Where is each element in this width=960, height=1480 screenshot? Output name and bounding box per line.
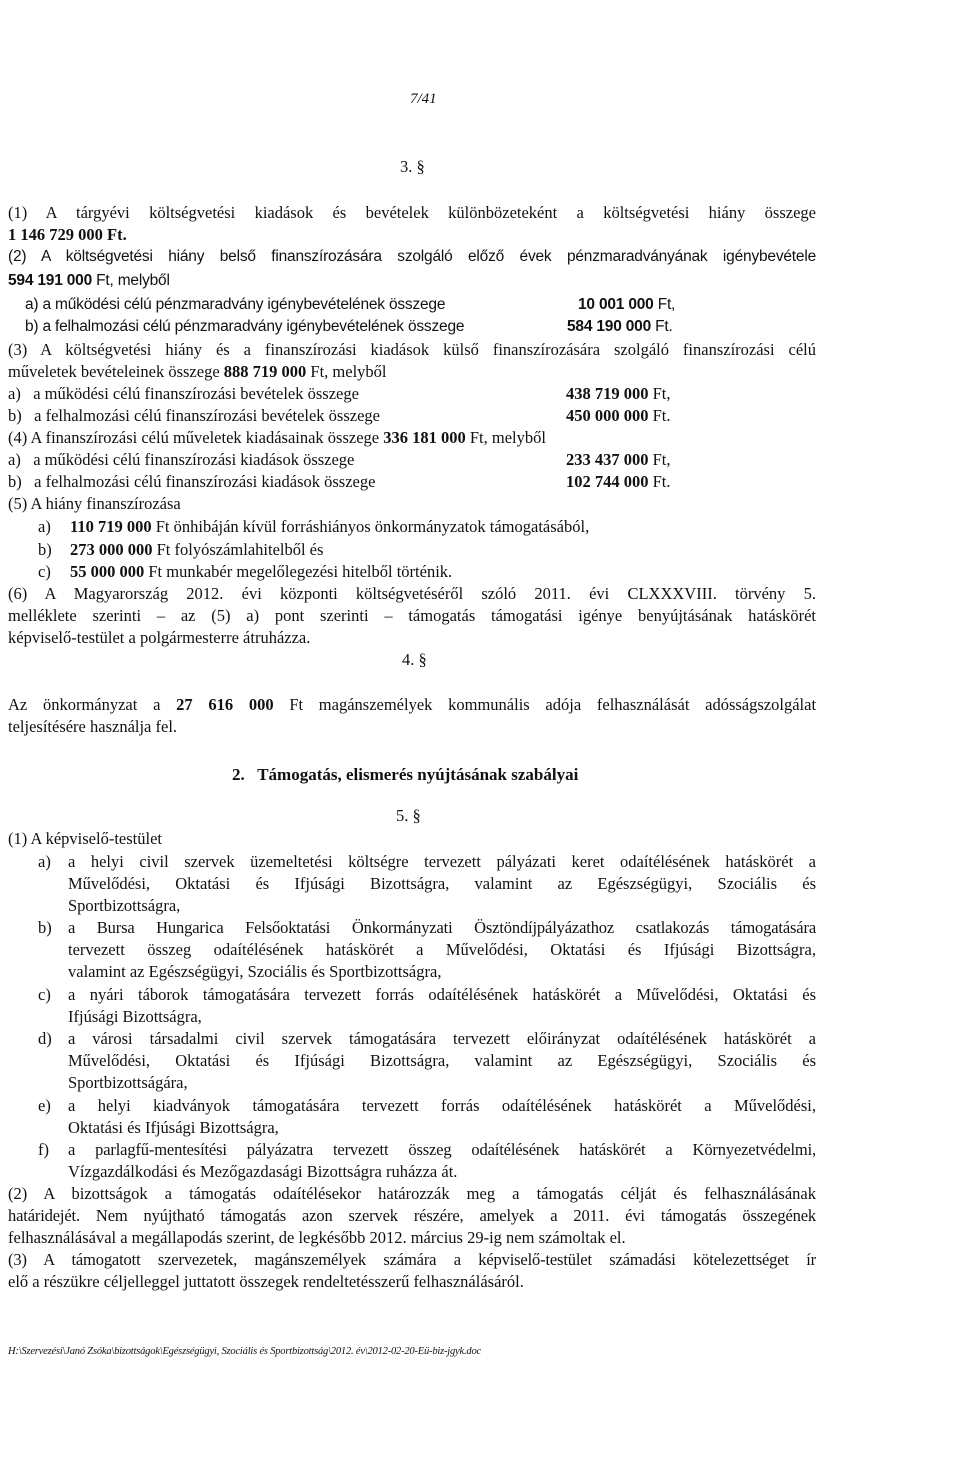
s3-p5-a-amount: 110 719 000 bbox=[70, 517, 152, 536]
s5-a-line3: Sportbizottságra, bbox=[68, 896, 181, 915]
s5-c-line2: Ifjúsági Bizottságra, bbox=[68, 1007, 202, 1026]
s5-p2-line1: (2) A bizottságok a támogatás odaítélésekor határozzák meg a támogatás célját és felhasználásának bbox=[8, 1184, 816, 1203]
s5-f-label: f) bbox=[38, 1140, 49, 1159]
s3-p2-line1: (2) A költségvetési hiány belső finanszírozására szolgáló előző évek pénzmaradványának igénybevétele bbox=[8, 248, 816, 265]
footer-file-path: H:\Szervezési\Janó Zsóka\bizottságok\Egészségügyi, Szociális és Sportbizottság\2012. év\2012-02-20-Eü-biz-jgyk.doc bbox=[8, 1346, 481, 1357]
s4-amount: 27 616 000 bbox=[176, 695, 274, 714]
s5-b-line1: a Bursa Hungarica Felsőoktatási Önkormányzati Ösztöndíjpályázathoz csatlakozás támogatására bbox=[68, 918, 816, 937]
s5-e-label: e) bbox=[38, 1096, 51, 1115]
s3-p6-line2: melléklete szerinti – az (5) a) pont szerinti – támogatás támogatási igénye benyújtásának hatáskörét bbox=[8, 606, 816, 625]
s3-p4-b-text: b) a felhalmozási célú finanszírozási kiadások összege bbox=[8, 472, 376, 491]
s3-p3-a-amount: 438 719 000 bbox=[566, 384, 649, 403]
s5-c-line1: a nyári táborok támogatására tervezett forrás odaítélésének hatáskörét a Művelődési, Oktatási és bbox=[68, 985, 816, 1004]
s5-b-line3: valamint az Egészségügyi, Szociális és Sportbizottságra, bbox=[68, 962, 442, 981]
s5-p3-line1: (3) A támogatott szervezetek, magánszemélyek számára a képviselő-testület számadási kötelezettséget ír bbox=[8, 1250, 816, 1269]
section-5-heading: 5. § bbox=[396, 806, 421, 825]
s3-p5-b-text bbox=[70, 541, 323, 560]
s3-p4-b-unit: Ft. bbox=[652, 472, 671, 491]
s3-p2-b-text: b) a felhalmozási célú pénzmaradvány igénybevételének összege bbox=[25, 318, 465, 335]
s3-p5-b-amount: 273 000 000 bbox=[70, 540, 153, 559]
s4-pre: Az önkormányzat a bbox=[8, 695, 161, 714]
s3-p5-a-rest: Ft önhibáján kívül forráshiányos önkormányzatok támogatásából, bbox=[155, 517, 590, 536]
s3-p4-line1 bbox=[8, 429, 546, 448]
s3-p3-amount: 888 719 000 bbox=[223, 362, 307, 381]
s5-c-label: c) bbox=[38, 985, 51, 1004]
s5-p3-line2: elő a részükre céljelleggel juttatott összegek rendeltetésszerű felhasználásáról. bbox=[8, 1272, 524, 1291]
s3-p1-line1: (1) A tárgyévi költségvetési kiadások és bevételek különbözeteként a költségvetési hiány összege bbox=[8, 203, 816, 222]
s3-p5-c-text bbox=[70, 563, 452, 582]
s3-p2-b-unit: Ft. bbox=[655, 318, 673, 335]
s3-p4-post: Ft, melyből bbox=[469, 428, 546, 447]
s5-e-line2: Oktatási és Ifjúsági Bizottságra, bbox=[68, 1118, 279, 1137]
s5-b-label: b) bbox=[38, 918, 52, 937]
s3-p2-a-text: a) a működési célú pénzmaradvány igénybevételének összege bbox=[25, 296, 446, 313]
s3-p2-b-amount: 584 190 000 bbox=[567, 318, 651, 335]
s5-d-line3: Sportbizottságára, bbox=[68, 1073, 188, 1092]
s5-e-line1: a helyi kiadványok támogatására tervezett forrás odaítélésének hatáskörét a Művelődési, bbox=[68, 1096, 816, 1115]
s3-p3-line2 bbox=[8, 363, 387, 382]
section-4-heading: 4. § bbox=[402, 650, 427, 669]
page-number: 7/41 bbox=[410, 91, 437, 107]
s4-line2: teljesítésére használja fel. bbox=[8, 717, 178, 736]
s3-p4-amount: 336 181 000 bbox=[383, 428, 466, 447]
s5-a-label: a) bbox=[38, 852, 51, 871]
s3-p5-b-label: b) bbox=[38, 540, 52, 559]
s3-p5-c-label: c) bbox=[38, 562, 51, 581]
s3-p2-b-value bbox=[567, 318, 673, 336]
s5-a-line1: a helyi civil szervek üzemeltetési költségre tervezett pályázati keret odaítélésének hatáskörét a bbox=[68, 852, 816, 871]
s3-p5-line1: (5) A hiány finanszírozása bbox=[8, 494, 181, 513]
s3-p2-amount: 594 191 000 bbox=[8, 272, 92, 289]
chapter-2-title: 2. Támogatás, elismerés nyújtásának szabályai bbox=[232, 765, 579, 784]
s3-p3-a-text: a) a működési célú finanszírozási bevételek összege bbox=[8, 384, 359, 403]
s5-f-line2: Vízgazdálkodási és Mezőgazdasági Bizottságra ruházza át. bbox=[68, 1162, 458, 1181]
s5-p2-line2: határidejét. Nem nyújtható támogatás azon szervek részére, amelyek a 2011. évi támogatás összegének bbox=[8, 1206, 816, 1225]
s3-p2-line2 bbox=[8, 272, 170, 290]
s3-p3-pre: műveletek bevételeinek összege bbox=[8, 362, 220, 381]
s3-p5-b-rest: Ft folyószámlahitelből és bbox=[156, 540, 324, 559]
s5-b-line2: tervezett összeg odaítélésének hatáskörét a Művelődési, Oktatási és Ifjúsági Bizottságra, bbox=[68, 940, 816, 959]
s5-d-label: d) bbox=[38, 1029, 52, 1048]
s3-p3-post: Ft, melyből bbox=[310, 362, 387, 381]
s4-line1 bbox=[8, 696, 816, 715]
s3-p5-a-label: a) bbox=[38, 517, 51, 536]
s3-p2-a-unit: Ft, bbox=[657, 296, 676, 313]
s3-p4-a-value bbox=[566, 451, 671, 470]
s5-p2-line3: felhasználásával a megállapodás szerint, de legkésőbb 2012. március 29-ig nem számoltak el. bbox=[8, 1228, 626, 1247]
s3-p5-c-amount: 55 000 000 bbox=[70, 562, 145, 581]
s3-p2-a-value bbox=[578, 296, 675, 314]
s5-p1-line1: (1) A képviselő-testület bbox=[8, 829, 162, 848]
s5-d-line1: a városi társadalmi civil szervek támogatására tervezett előirányzat odaítélésének hatáskörét a bbox=[68, 1029, 816, 1048]
s3-p3-b-amount: 450 000 000 bbox=[566, 406, 649, 425]
s3-p3-b-text: b) a felhalmozási célú finanszírozási bevételek összege bbox=[8, 406, 380, 425]
s3-p4-pre: (4) A finanszírozási célú műveletek kiadásainak összege bbox=[8, 428, 380, 447]
s3-p4-a-amount: 233 437 000 bbox=[566, 450, 649, 469]
s5-d-line2: Művelődési, Oktatási és Ifjúsági Bizottságra, valamint az Egészségügyi, Szociális és bbox=[68, 1051, 816, 1070]
s3-p5-a-text bbox=[70, 518, 589, 537]
s3-p4-b-value bbox=[566, 473, 671, 492]
s3-p3-b-unit: Ft. bbox=[652, 406, 671, 425]
s3-p2-rest: Ft, melyből bbox=[96, 272, 170, 289]
s3-p3-a-unit: Ft, bbox=[652, 384, 671, 403]
s4-post: Ft magánszemélyek kommunális adója felhasználását adósságszolgálat bbox=[289, 695, 817, 714]
s3-p5-c-rest: Ft munkabér megelőlegezési hitelből történik. bbox=[148, 562, 453, 581]
s3-p3-line1: (3) A költségvetési hiány és a finanszírozási kiadások külső finanszírozására szolgáló finanszírozási célú bbox=[8, 340, 816, 359]
s3-p6-line3: képviselő-testület a polgármesterre átruházza. bbox=[8, 628, 311, 647]
s5-f-line1: a parlagfű-mentesítési pályázatra tervezett összeg odaítélésének hatáskörét a Környezetvédelmi, bbox=[68, 1140, 816, 1159]
section-3-heading: 3. § bbox=[400, 157, 425, 176]
s3-p6-line1: (6) A Magyarország 2012. évi központi költségvetéséről szóló 2011. évi CLXXXVIII. törvény 5. bbox=[8, 584, 816, 603]
s3-p4-a-unit: Ft, bbox=[652, 450, 671, 469]
s3-p4-b-amount: 102 744 000 bbox=[566, 472, 649, 491]
s3-p2-a-amount: 10 001 000 bbox=[578, 296, 654, 313]
s3-p3-a-value bbox=[566, 385, 671, 404]
s3-p1-line2: 1 146 729 000 Ft. bbox=[8, 225, 127, 244]
s3-p3-b-value bbox=[566, 407, 671, 426]
s3-p4-a-text: a) a működési célú finanszírozási kiadások összege bbox=[8, 450, 355, 469]
s5-a-line2: Művelődési, Oktatási és Ifjúsági Bizottságra, valamint az Egészségügyi, Szociális és bbox=[68, 874, 816, 893]
